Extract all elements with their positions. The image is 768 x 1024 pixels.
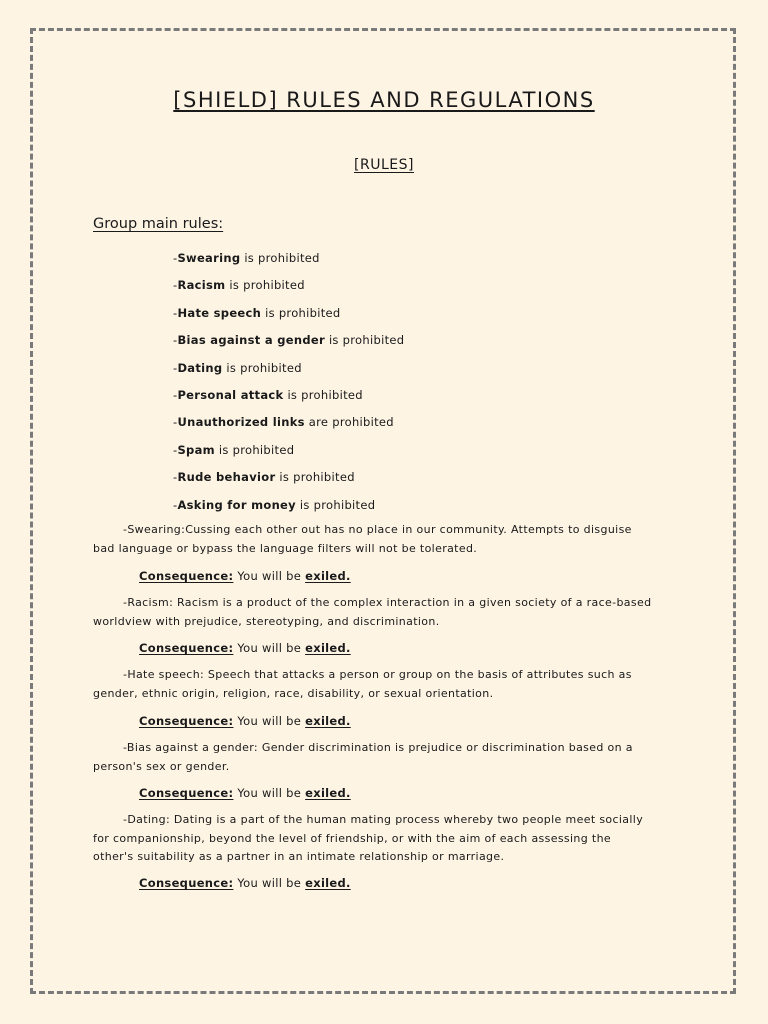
page-title: [SHIELD] RULES AND REGULATIONS: [173, 88, 595, 112]
rule-item: -Bias against a gender is prohibited: [173, 333, 405, 348]
group-rules-heading: Group main rules:: [93, 216, 224, 232]
rule-description-gender-bias: -Bias against a gender: Gender discrimination is prejudice or discrimination based on a person's sex or gender.: [93, 741, 633, 773]
rule-description-swearing: -Swearing:Cussing each other out has no place in our community. Attempts to disguise bad language or bypass the language filters will not be tolerated.: [93, 523, 632, 555]
rule-item: -Personal attack is prohibited: [173, 387, 363, 402]
rules-list: [173, 249, 404, 523]
consequence-line: Consequence: You will be exiled.: [139, 569, 351, 583]
rule-item: -Spam is prohibited: [173, 442, 295, 457]
rule-item: -Hate speech is prohibited: [173, 305, 341, 320]
consequence-line: Consequence: You will be exiled.: [139, 876, 351, 890]
rule-item: -Unauthorized links are prohibited: [173, 415, 394, 430]
rule-description-dating: -Dating: Dating is a part of the human mating process whereby two people meet socially for companionship, beyond the level of friendship, or with the aim of each assessing the other's suitability as a partner in an intimate relationship or marriage.: [93, 813, 644, 863]
rule-description-hate-speech: -Hate speech: Speech that attacks a person or group on the basis of attributes such as gender, ethnic origin, religion, race, disability, or sexual orientation.: [93, 668, 632, 700]
rule-description-racism: -Racism: Racism is a product of the complex interaction in a given society of a race-based worldview with prejudice, stereotyping, and discrimination.: [93, 596, 652, 628]
consequence-line: Consequence: You will be exiled.: [139, 641, 351, 655]
rule-item: -Dating is prohibited: [173, 360, 302, 375]
section-subtitle: [RULES]: [354, 157, 414, 173]
rule-item: -Swearing is prohibited: [173, 251, 320, 265]
consequence-line: Consequence: You will be exiled.: [139, 714, 351, 728]
rule-item: -Asking for money is prohibited: [173, 497, 376, 512]
consequence-line: Consequence: You will be exiled.: [139, 786, 351, 800]
rule-item: -Racism is prohibited: [173, 278, 305, 293]
rule-item: -Rude behavior is prohibited: [173, 470, 355, 485]
